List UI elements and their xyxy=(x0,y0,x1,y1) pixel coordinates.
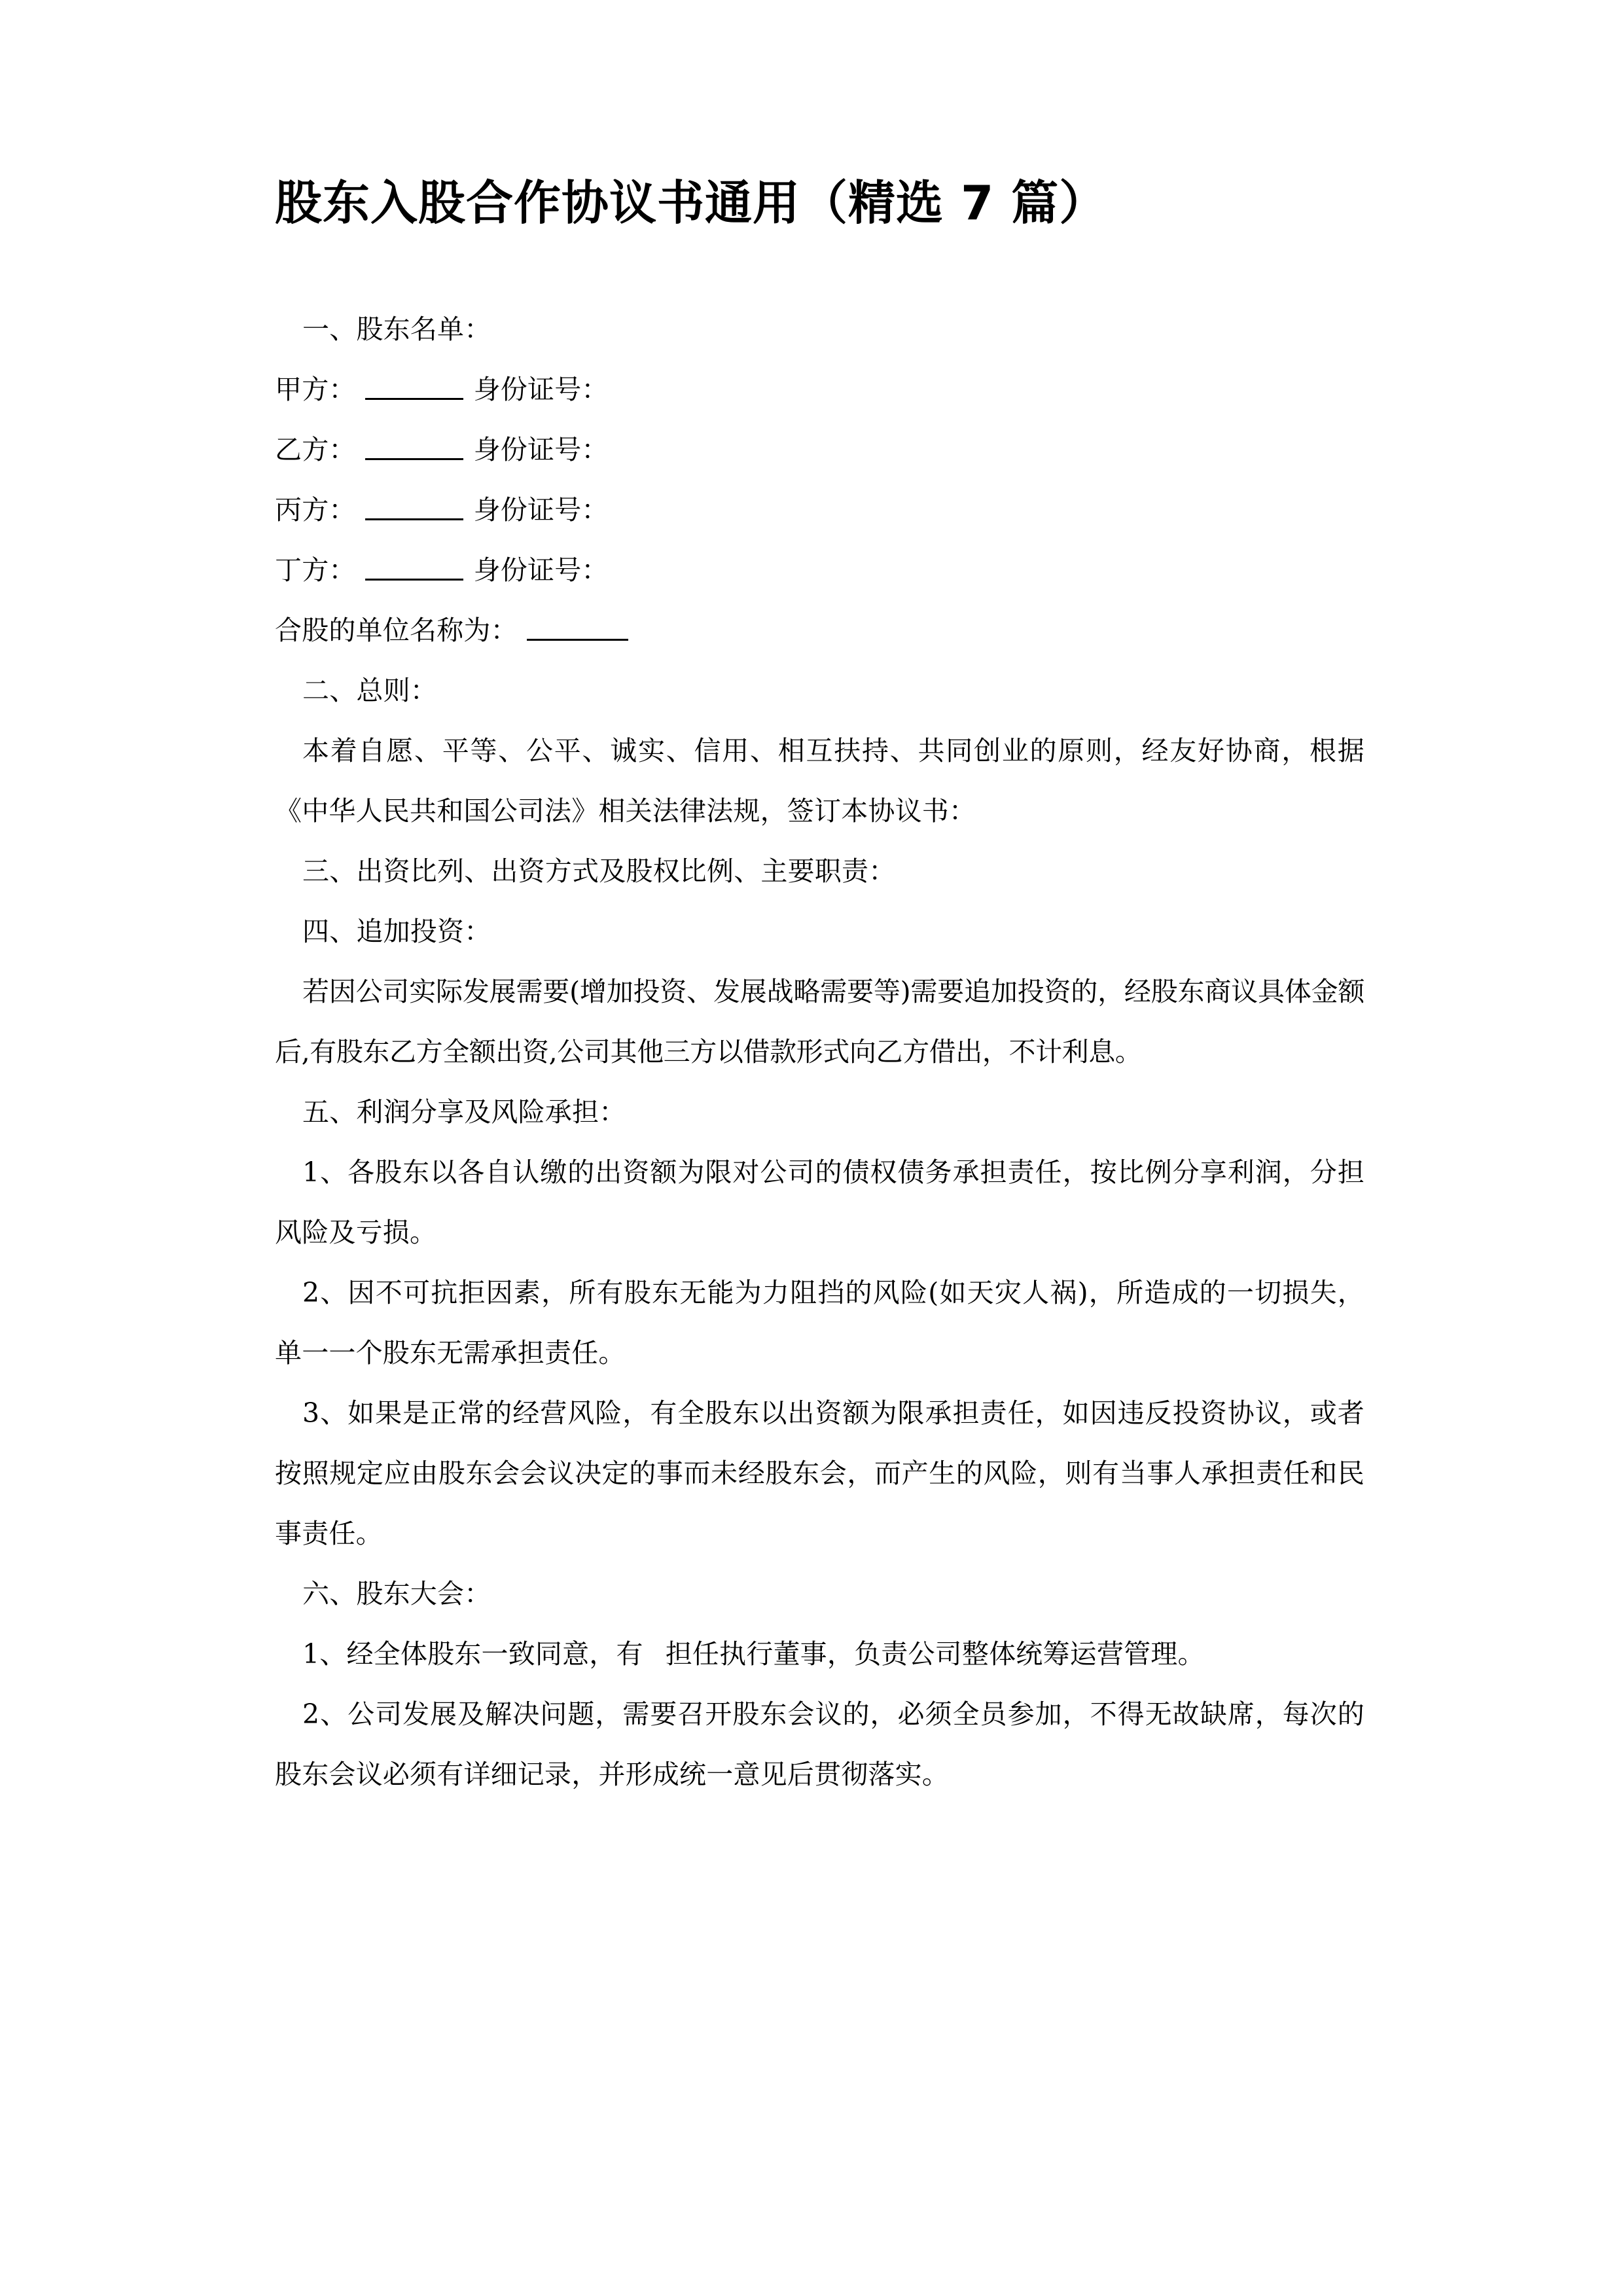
party-label: 丙方： xyxy=(275,493,356,526)
section-5-item-1: 1、各股东以各自认缴的出资额为限对公司的债权债务承担责任，按比例分享利润，分担风险及亏损。 xyxy=(275,1156,1364,1248)
party-row xyxy=(275,420,1364,480)
unit-name-row xyxy=(275,600,1364,660)
section-6-item-1 xyxy=(275,1624,1364,1684)
party-id-label: 身份证号： xyxy=(473,554,609,586)
section-heading-4: 四、追加投资： xyxy=(302,915,491,947)
party-id-label: 身份证号： xyxy=(473,493,609,526)
party-name-blank[interactable] xyxy=(365,376,463,400)
section-heading-3: 三、出资比列、出资方式及股权比例、主要职责： xyxy=(302,855,896,887)
section-6-item-1-before: 1、经全体股东一致同意，有 xyxy=(302,1638,643,1670)
section-heading-5: 五、利润分享及风险承担： xyxy=(302,1096,626,1128)
section-heading-2: 二、总则： xyxy=(302,674,437,706)
section-heading-1: 一、股东名单： xyxy=(302,313,491,345)
party-name-blank[interactable] xyxy=(365,436,463,460)
party-row xyxy=(275,480,1364,540)
party-label: 丁方： xyxy=(275,554,356,586)
section-heading-6: 六、股东大会： xyxy=(302,1577,491,1609)
section-6-item-2: 2、公司发展及解决问题，需要召开股东会议的，必须全员参加，不得无故缺席，每次的股东会议必须有详细记录，并形成统一意见后贯彻落实。 xyxy=(275,1698,1364,1790)
party-row xyxy=(275,540,1364,600)
section-6-item-1-after: 担任执行董事，负责公司整体统筹运营管理。 xyxy=(665,1638,1205,1670)
party-id-label: 身份证号： xyxy=(473,433,609,465)
party-name-blank[interactable] xyxy=(365,496,463,520)
party-id-label: 身份证号： xyxy=(473,373,609,405)
party-label: 乙方： xyxy=(275,433,356,465)
unit-name-blank[interactable] xyxy=(527,617,628,641)
section-5-item-3: 3、如果是正常的经营风险，有全股东以出资额为限承担责任，如因违反投资协议，或者按照规定应由股东会会议决定的事而未经股东会，而产生的风险，则有当事人承担责任和民事责任。 xyxy=(275,1397,1364,1549)
section-5-item-2: 2、因不可抗拒因素，所有股东无能为力阻挡的风险(如天灾人祸)，所造成的一切损失，单一一个股东无需承担责任。 xyxy=(275,1276,1364,1369)
unit-name-label: 合股的单位名称为： xyxy=(275,614,518,646)
page-title: 股东入股合作协议书通用（精选 7 篇） xyxy=(275,175,1107,230)
document-body xyxy=(275,299,1364,1804)
party-label: 甲方： xyxy=(275,373,356,405)
section-4-body: 若因公司实际发展需要(增加投资、发展战略需要等)需要追加投资的，经股东商议具体金额后,有股东乙方全额出资,公司其他三方以借款形式向乙方借出，不计利息。 xyxy=(275,975,1364,1067)
party-name-blank[interactable] xyxy=(365,556,463,581)
section-2-body: 本着自愿、平等、公平、诚实、信用、相互扶持、共同创业的原则，经友好协商，根据《中华人民共和国公司法》相关法律法规，签订本协议书： xyxy=(275,734,1364,827)
party-row xyxy=(275,359,1364,420)
